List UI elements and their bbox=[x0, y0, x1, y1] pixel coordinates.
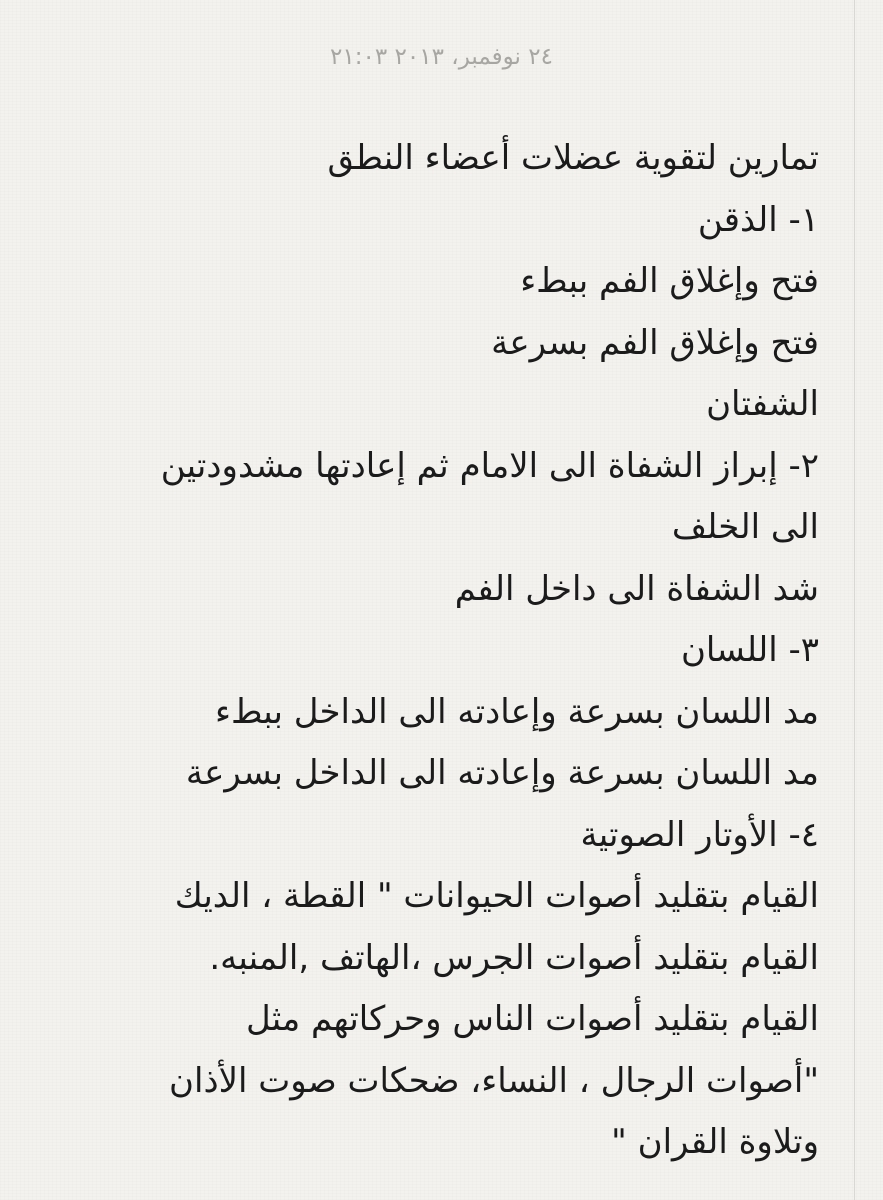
note-line: ٢- إبراز الشفاة الى الامام ثم إعادتها مشدودتين bbox=[160, 445, 819, 486]
page-edge-line bbox=[854, 0, 855, 1200]
note-title: تمارين لتقوية عضلات أعضاء النطق bbox=[327, 138, 819, 178]
note-line: فتح وإغلاق الفم ببطء bbox=[520, 261, 819, 301]
note-line: القيام بتقليد أصوات الحيوانات " القطة ، الديك bbox=[174, 876, 819, 916]
note-line: الى الخلف bbox=[671, 507, 819, 547]
note-line: القيام بتقليد أصوات الجرس ،الهاتف ,المنبه. bbox=[209, 937, 819, 978]
note-line: الشفتان bbox=[706, 384, 819, 424]
note-timestamp: ٢٤ نوفمبر، ٢٠١٣ ٢١:٠٣ bbox=[330, 44, 553, 70]
note-body[interactable] bbox=[19, 128, 819, 1174]
note-line: شد الشفاة الى داخل الفم bbox=[454, 568, 819, 609]
note-line: فتح وإغلاق الفم بسرعة bbox=[491, 322, 819, 363]
note-line: وتلاوة القران " bbox=[611, 1122, 819, 1162]
note-line: مد اللسان بسرعة وإعادته الى الداخل ببطء bbox=[214, 691, 819, 732]
note-line: ١- الذقن bbox=[697, 199, 819, 240]
note-line: ٤- الأوتار الصوتية bbox=[580, 814, 819, 855]
note-line: القيام بتقليد أصوات الناس وحركاتهم مثل bbox=[246, 999, 819, 1039]
note-line: ٣- اللسان bbox=[680, 630, 819, 670]
note-line: مد اللسان بسرعة وإعادته الى الداخل بسرعة bbox=[185, 753, 819, 793]
note-line: "أصوات الرجال ، النساء، ضحكات صوت الأذان bbox=[169, 1060, 819, 1101]
